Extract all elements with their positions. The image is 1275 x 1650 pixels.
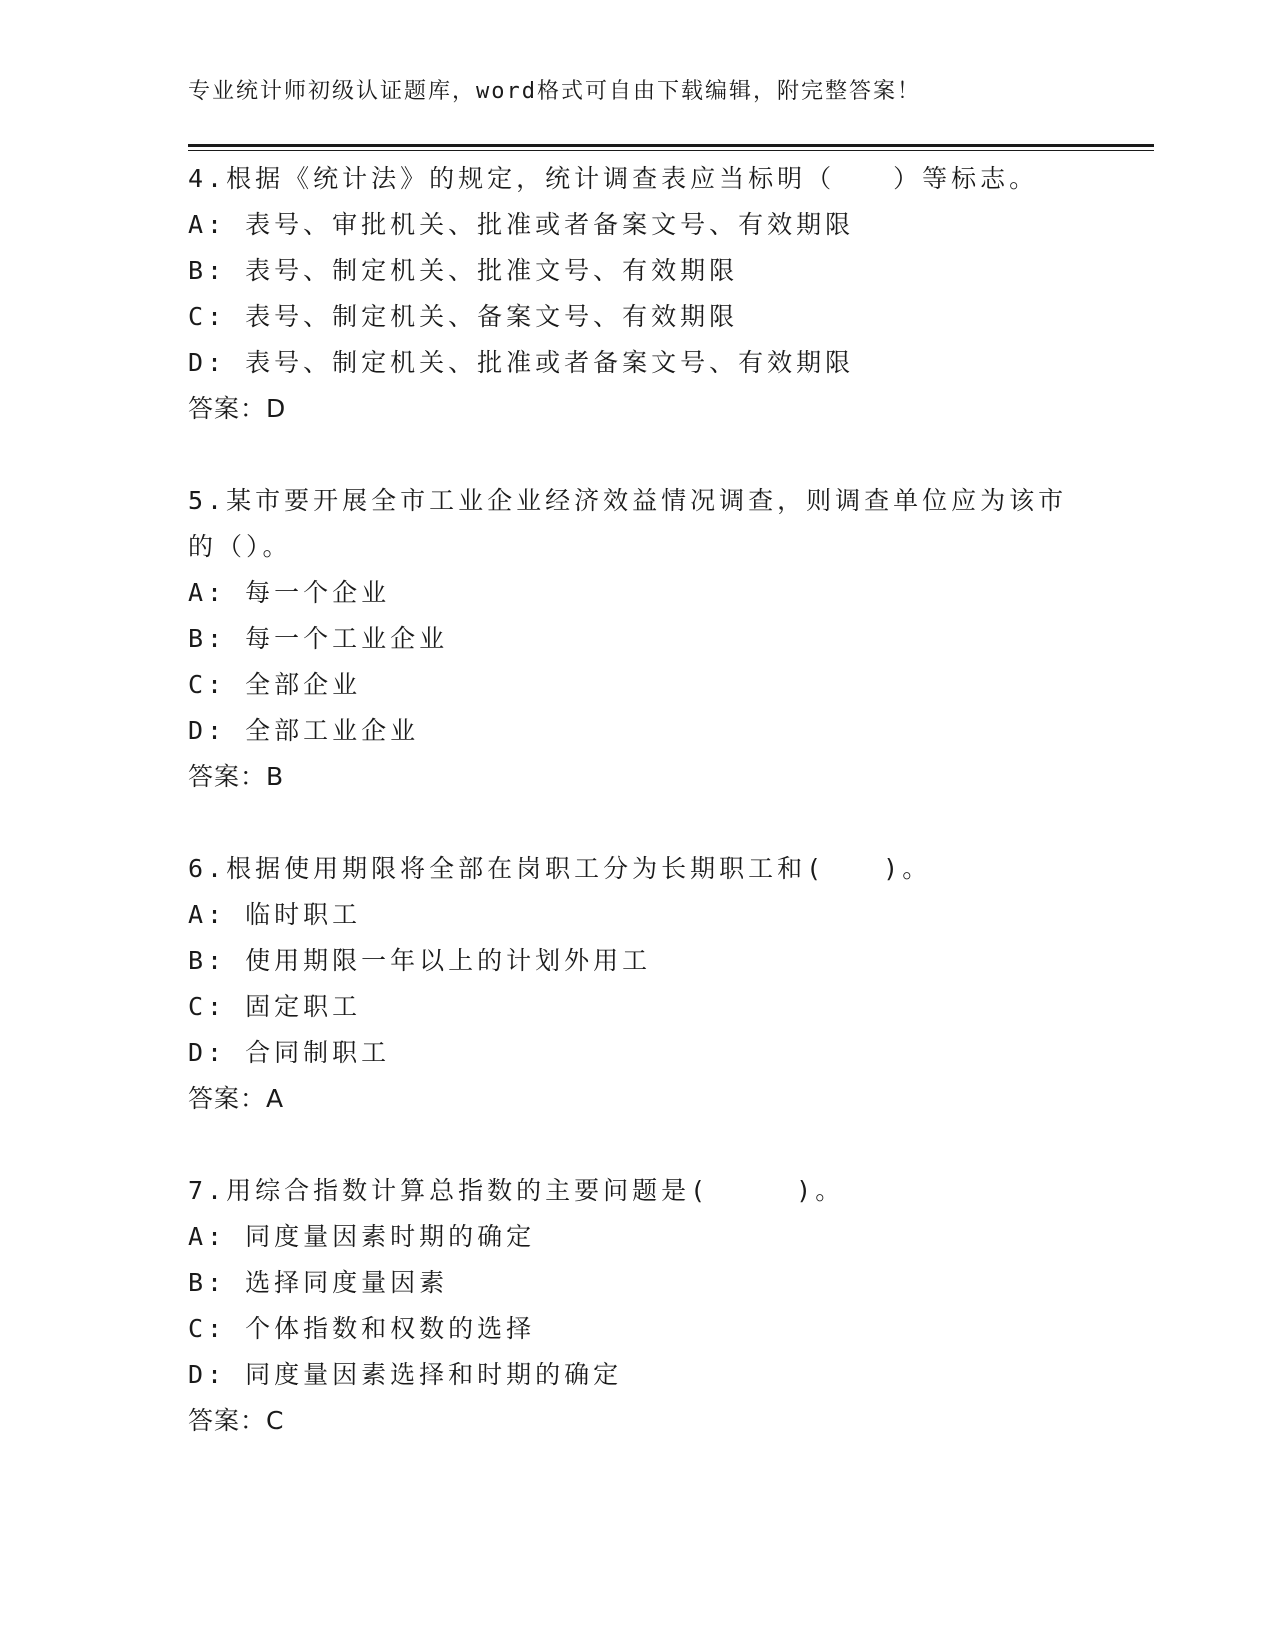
option-a: A: 表号、审批机关、批准或者备案文号、有效期限	[188, 210, 855, 239]
option-c: C: 全部企业	[188, 670, 362, 699]
question-stem: 5.某市要开展全市工业企业经济效益情况调查，则调查单位应为该市的（）。	[188, 486, 1068, 561]
option-c: C: 表号、制定机关、备案文号、有效期限	[188, 302, 739, 331]
option-d: D: 同度量因素选择和时期的确定	[188, 1360, 623, 1389]
header-rule-thick	[188, 144, 1154, 147]
option-b: B: 表号、制定机关、批准文号、有效期限	[188, 256, 739, 285]
option-a: A: 同度量因素时期的确定	[188, 1222, 536, 1251]
question-4	[188, 156, 1088, 432]
option-b: B: 每一个工业企业	[188, 624, 449, 653]
answer: 答案：D	[188, 394, 287, 423]
header-rule-thin	[188, 150, 1154, 151]
option-a: A: 每一个企业	[188, 578, 391, 607]
option-d: D: 合同制职工	[188, 1038, 391, 1067]
question-list	[188, 156, 1088, 1490]
question-6	[188, 846, 1088, 1122]
question-stem: 7.用综合指数计算总指数的主要问题是( )。	[188, 1176, 845, 1205]
answer: 答案：C	[188, 1406, 285, 1435]
question-stem: 4.根据《统计法》的规定，统计调查表应当标明（ ）等标志。	[188, 164, 1039, 193]
option-c: C: 固定职工	[188, 992, 362, 1021]
option-b: B: 使用期限一年以上的计划外用工	[188, 946, 652, 975]
question-5	[188, 478, 1088, 800]
option-d: D: 表号、制定机关、批准或者备案文号、有效期限	[188, 348, 855, 377]
answer: 答案：B	[188, 762, 285, 791]
option-c: C: 个体指数和权数的选择	[188, 1314, 536, 1343]
option-d: D: 全部工业企业	[188, 716, 420, 745]
option-a: A: 临时职工	[188, 900, 362, 929]
option-b: B: 选择同度量因素	[188, 1268, 449, 1297]
question-7	[188, 1168, 1088, 1444]
answer: 答案：A	[188, 1084, 285, 1113]
question-stem: 6.根据使用期限将全部在岗职工分为长期职工和( )。	[188, 854, 932, 883]
document-header: 专业统计师初级认证题库，word格式可自由下载编辑，附完整答案！	[188, 79, 921, 104]
